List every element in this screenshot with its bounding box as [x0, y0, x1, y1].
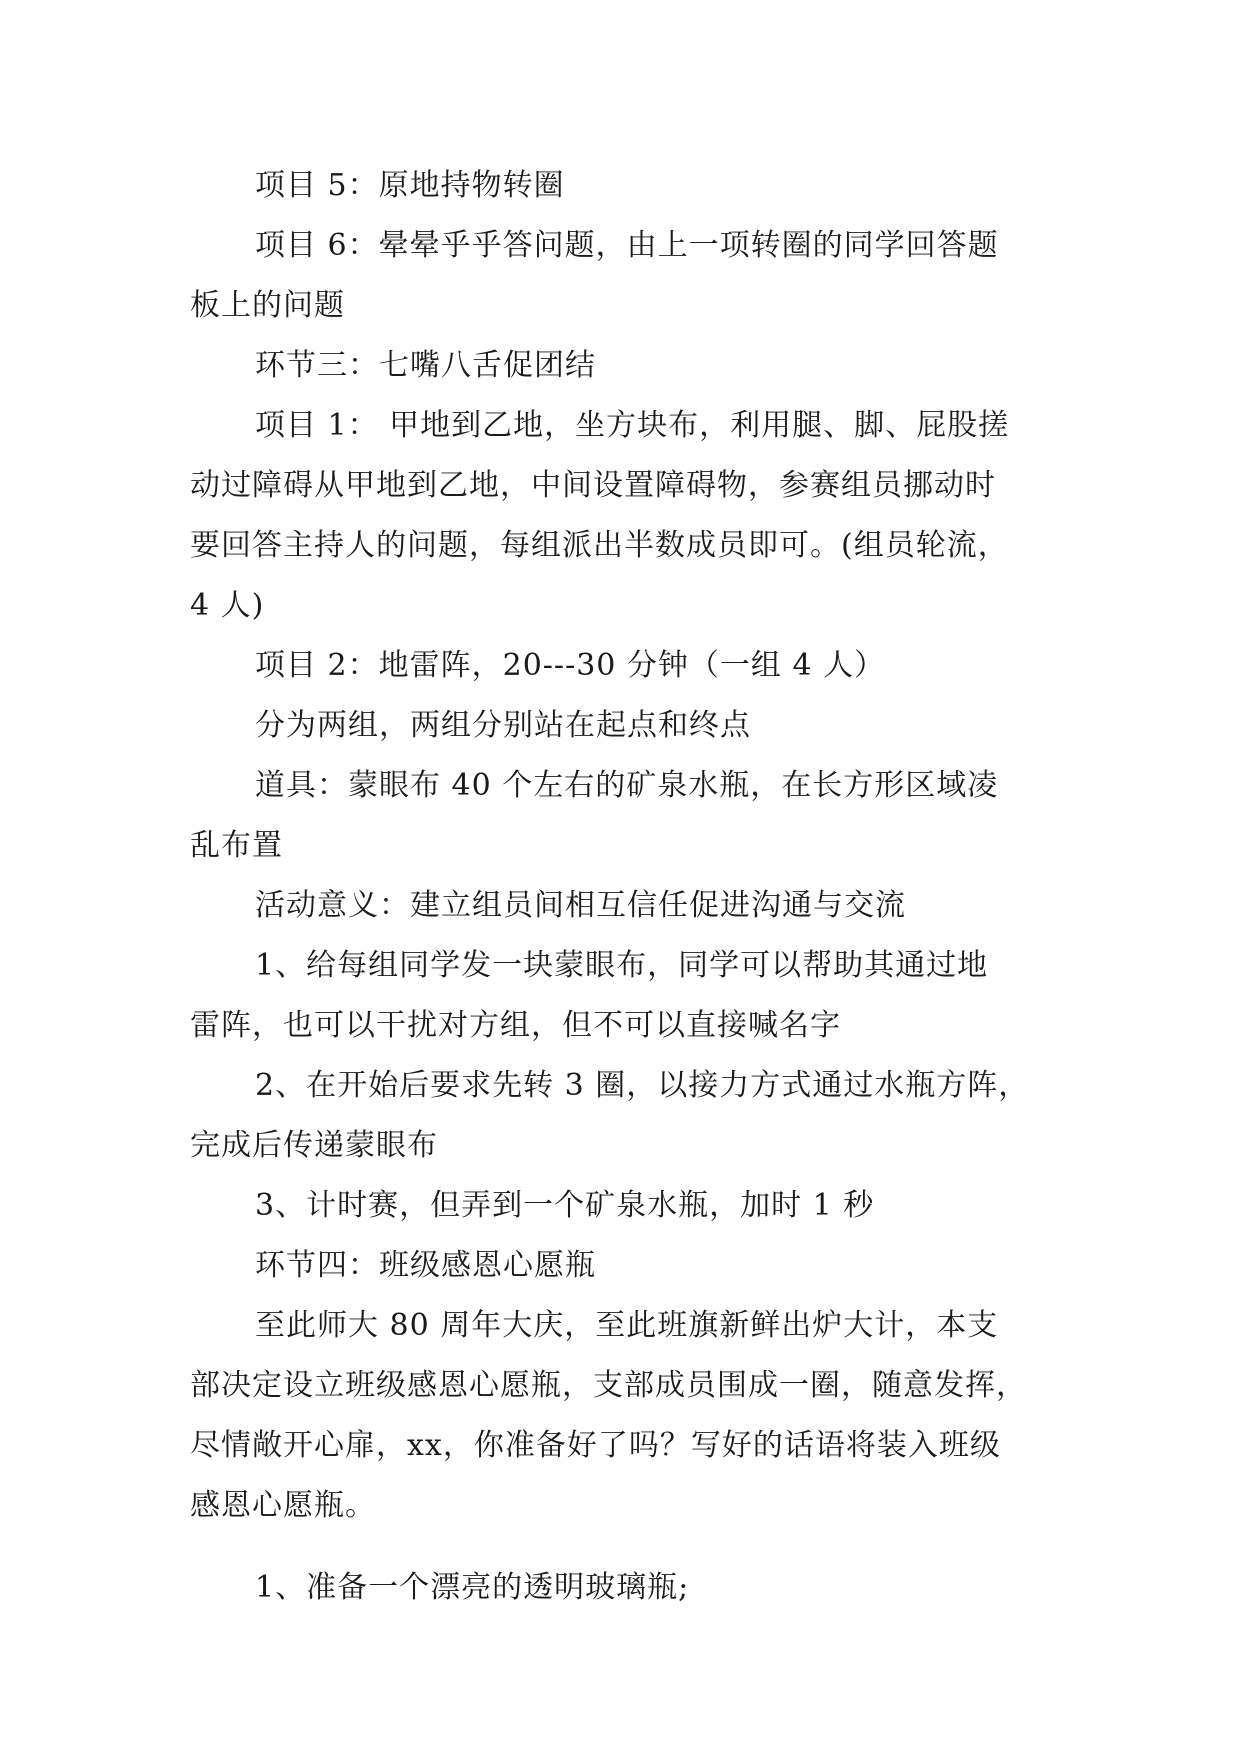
- text-line: 道具：蒙眼布 40 个左右的矿泉水瓶，在长方形区域凌: [255, 768, 999, 803]
- text-line: 项目 6：晕晕乎乎答问题，由上一项转圈的同学回答题: [255, 228, 999, 263]
- paragraph-project-1: [190, 396, 1060, 636]
- paragraph-project-6: [190, 216, 1060, 336]
- paragraph-props: [190, 756, 1060, 876]
- text-line: 项目 5：原地持物转圈: [255, 168, 565, 203]
- paragraph-rule-1: [190, 936, 1060, 1056]
- text-line: 动过障碍从甲地到乙地，中间设置障碍物，参赛组员挪动时: [190, 468, 996, 503]
- text-line: 项目 1： 甲地到乙地，坐方块布，利用腿、脚、屁股搓: [255, 408, 1010, 443]
- text-line: 项目 2：地雷阵，20---30 分钟（一组 4 人）: [255, 648, 886, 683]
- section-heading-3: [190, 336, 1060, 396]
- text-line: 活动意义：建立组员间相互信任促进沟通与交流: [255, 888, 906, 923]
- text-line: 2、在开始后要求先转 3 圈，以接力方式通过水瓶方阵，: [255, 1068, 1030, 1103]
- text-line: 1、给每组同学发一块蒙眼布，同学可以帮助其通过地: [255, 948, 989, 983]
- text-line: 部决定设立班级感恩心愿瓶，支部成员围成一圈，随意发挥，: [190, 1368, 1027, 1403]
- text-line: 3、计时赛，但弄到一个矿泉水瓶，加时 1 秒: [255, 1188, 875, 1223]
- text-line: 乱布置: [190, 828, 283, 863]
- text-line: 环节三：七嘴八舌促团结: [255, 348, 596, 383]
- text-line: 尽情敞开心扉，xx，你准备好了吗？写好的话语将装入班级: [190, 1428, 1001, 1463]
- paragraph-rule-3: [190, 1176, 1060, 1236]
- paragraph-spacer: [190, 1536, 1060, 1558]
- text-line: 板上的问题: [190, 288, 345, 323]
- paragraph-meaning: [190, 876, 1060, 936]
- paragraph-wish-bottle: [190, 1296, 1060, 1536]
- document-body: [190, 156, 1060, 1618]
- paragraph-grouping: [190, 696, 1060, 756]
- text-line: 完成后传递蒙眼布: [190, 1128, 438, 1163]
- text-line: 1、准备一个漂亮的透明玻璃瓶;: [255, 1570, 690, 1605]
- paragraph-rule-2: [190, 1056, 1060, 1176]
- text-line: 分为两组，两组分别站在起点和终点: [255, 708, 751, 743]
- paragraph-step-1: [190, 1558, 1060, 1618]
- section-heading-4: [190, 1236, 1060, 1296]
- text-line: 环节四：班级感恩心愿瓶: [255, 1248, 596, 1283]
- text-line: 至此师大 80 周年大庆，至此班旗新鲜出炉大计，本支: [255, 1308, 999, 1343]
- paragraph-project-5: [190, 156, 1060, 216]
- paragraph-project-2: [190, 636, 1060, 696]
- text-line: 要回答主持人的问题，每组派出半数成员即可。(组员轮流，: [190, 528, 1009, 563]
- text-line: 4 人): [190, 588, 265, 623]
- text-line: 雷阵，也可以干扰对方组，但不可以直接喊名字: [190, 1008, 841, 1043]
- text-line: 感恩心愿瓶。: [190, 1488, 376, 1523]
